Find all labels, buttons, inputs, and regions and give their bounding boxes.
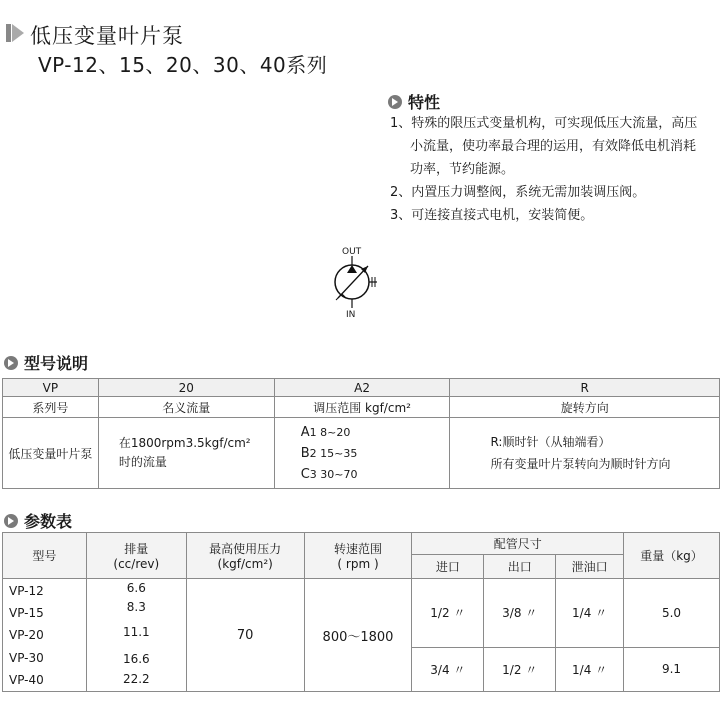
feature-item-1-cont2: 功率，节约能源。 bbox=[410, 162, 515, 177]
param-heading-text: 参数表 bbox=[24, 512, 73, 531]
hdr-displacement-label: 排量 bbox=[124, 542, 149, 556]
section-bullet-icon bbox=[4, 514, 18, 528]
hdr-speed bbox=[304, 533, 412, 579]
model-desc-row bbox=[3, 418, 720, 489]
feature-item-3: 3、可连接直接式电机，安装简便。 bbox=[390, 208, 594, 223]
inlet-group-2: 3/4 〃 bbox=[412, 647, 484, 692]
pressure-code-b: B bbox=[300, 445, 310, 461]
code-flow: 20 bbox=[98, 379, 274, 397]
model-cell-group-2 bbox=[3, 647, 87, 692]
pressure-option-b bbox=[301, 443, 450, 464]
model-heading bbox=[4, 351, 88, 374]
name-series: 系列号 bbox=[3, 397, 99, 418]
name-flow: 名义流量 bbox=[98, 397, 274, 418]
features-heading bbox=[388, 90, 440, 113]
pressure-range-b: 2 15~35 bbox=[309, 446, 358, 460]
pressure-range-c: 3 30~70 bbox=[309, 467, 358, 481]
feature-item-2: 2、内置压力调整阀，系统无需加装调压阀。 bbox=[390, 185, 646, 200]
pump-symbol bbox=[316, 244, 396, 320]
desc-flow-line1: 在1800rpm3.5kgf/cm² bbox=[118, 436, 251, 450]
features-heading-text: 特性 bbox=[408, 93, 441, 112]
outlet-group-1: 3/8 〃 bbox=[484, 579, 556, 648]
model-vp30: VP-30 bbox=[9, 651, 44, 665]
model-vp40: VP-40 bbox=[9, 673, 44, 687]
model-vp15: VP-15 bbox=[9, 606, 44, 620]
hdr-speed-label: 转速范围 bbox=[334, 542, 383, 556]
hdr-displacement bbox=[86, 533, 186, 579]
name-pressure: 调压范围 kgf/cm² bbox=[274, 397, 450, 418]
disp-vp30: 16.6 bbox=[122, 652, 150, 666]
model-heading-text: 型号说明 bbox=[24, 354, 89, 373]
section-bullet-icon bbox=[388, 95, 402, 109]
desc-rotation-line2: 所有变量叶片泵转向为顺时针方向 bbox=[490, 457, 671, 471]
desc-flow-line2: 时的流量 bbox=[118, 455, 167, 469]
code-pressure: A2 bbox=[274, 379, 450, 397]
code-rotation: R bbox=[450, 379, 720, 397]
hdr-displacement-unit: (cc/rev) bbox=[113, 557, 160, 571]
disp-vp15: 8.3 bbox=[126, 600, 146, 614]
model-cell-group-1 bbox=[3, 579, 87, 648]
code-series: VP bbox=[3, 379, 99, 397]
model-vp20: VP-20 bbox=[9, 628, 44, 642]
pressure-option-c bbox=[301, 464, 450, 485]
hdr-weight: 重量（kg） bbox=[624, 533, 720, 579]
desc-pressure bbox=[274, 418, 450, 489]
section-bullet-icon bbox=[4, 356, 18, 370]
disp-cell-group-1 bbox=[86, 579, 186, 648]
disp-cell-group-2 bbox=[86, 647, 186, 692]
feature-item-1: 1、特殊的限压式变量机构，可实现低压大流量，高压 bbox=[390, 116, 698, 131]
desc-flow bbox=[98, 418, 274, 489]
hdr-piping: 配管尺寸 bbox=[412, 533, 624, 555]
disp-vp20: 11.1 bbox=[122, 625, 150, 639]
speed-range-value: 800～1800 bbox=[304, 579, 412, 692]
drain-group-1: 1/4 〃 bbox=[556, 579, 624, 648]
symbol-out-label: OUT bbox=[342, 247, 362, 257]
pressure-code-a: A bbox=[300, 424, 310, 440]
model-vp12: VP-12 bbox=[9, 584, 44, 598]
name-rotation: 旋转方向 bbox=[450, 397, 720, 418]
desc-series: 低压变量叶片泵 bbox=[3, 418, 99, 489]
model-name-row bbox=[3, 397, 720, 418]
disp-vp40: 22.2 bbox=[122, 672, 150, 686]
weight-group-1: 5.0 bbox=[624, 579, 720, 648]
hdr-max-pressure-unit: (kgf/cm²) bbox=[217, 557, 273, 571]
model-table bbox=[2, 378, 720, 489]
hdr-max-pressure-label: 最高使用压力 bbox=[209, 542, 282, 556]
weight-group-2: 9.1 bbox=[624, 647, 720, 692]
inlet-group-1: 1/2 〃 bbox=[412, 579, 484, 648]
hdr-outlet: 出口 bbox=[484, 555, 556, 579]
pressure-range-a: 1 8~20 bbox=[309, 425, 351, 439]
hdr-max-pressure bbox=[186, 533, 304, 579]
page-subtitle: VP-12、15、20、30、40系列 bbox=[38, 53, 328, 77]
model-code-row bbox=[3, 379, 720, 397]
param-header-row-1 bbox=[3, 533, 720, 555]
param-group-1 bbox=[3, 579, 720, 648]
param-table bbox=[2, 532, 720, 692]
title-arrow-icon bbox=[6, 24, 24, 42]
hdr-inlet: 进口 bbox=[412, 555, 484, 579]
param-heading bbox=[4, 509, 72, 532]
pressure-code-c: C bbox=[300, 466, 310, 482]
hdr-drain: 泄油口 bbox=[556, 555, 624, 579]
outlet-group-2: 1/2 〃 bbox=[484, 647, 556, 692]
page-title: 低压变量叶片泵 bbox=[30, 24, 184, 48]
desc-rotation-line1: R:顺时针（从轴端看） bbox=[490, 435, 611, 449]
hdr-model: 型号 bbox=[3, 533, 87, 579]
desc-rotation bbox=[450, 418, 720, 489]
feature-item-1-cont: 小流量，使功率最合理的运用，有效降低电机消耗 bbox=[410, 139, 697, 154]
symbol-in-label: IN bbox=[346, 310, 356, 320]
pressure-option-a bbox=[301, 422, 450, 443]
max-pressure-value: 70 bbox=[186, 579, 304, 692]
hdr-speed-unit: ( rpm ) bbox=[337, 557, 379, 571]
disp-vp12: 6.6 bbox=[126, 581, 146, 595]
drain-group-2: 1/4 〃 bbox=[556, 647, 624, 692]
